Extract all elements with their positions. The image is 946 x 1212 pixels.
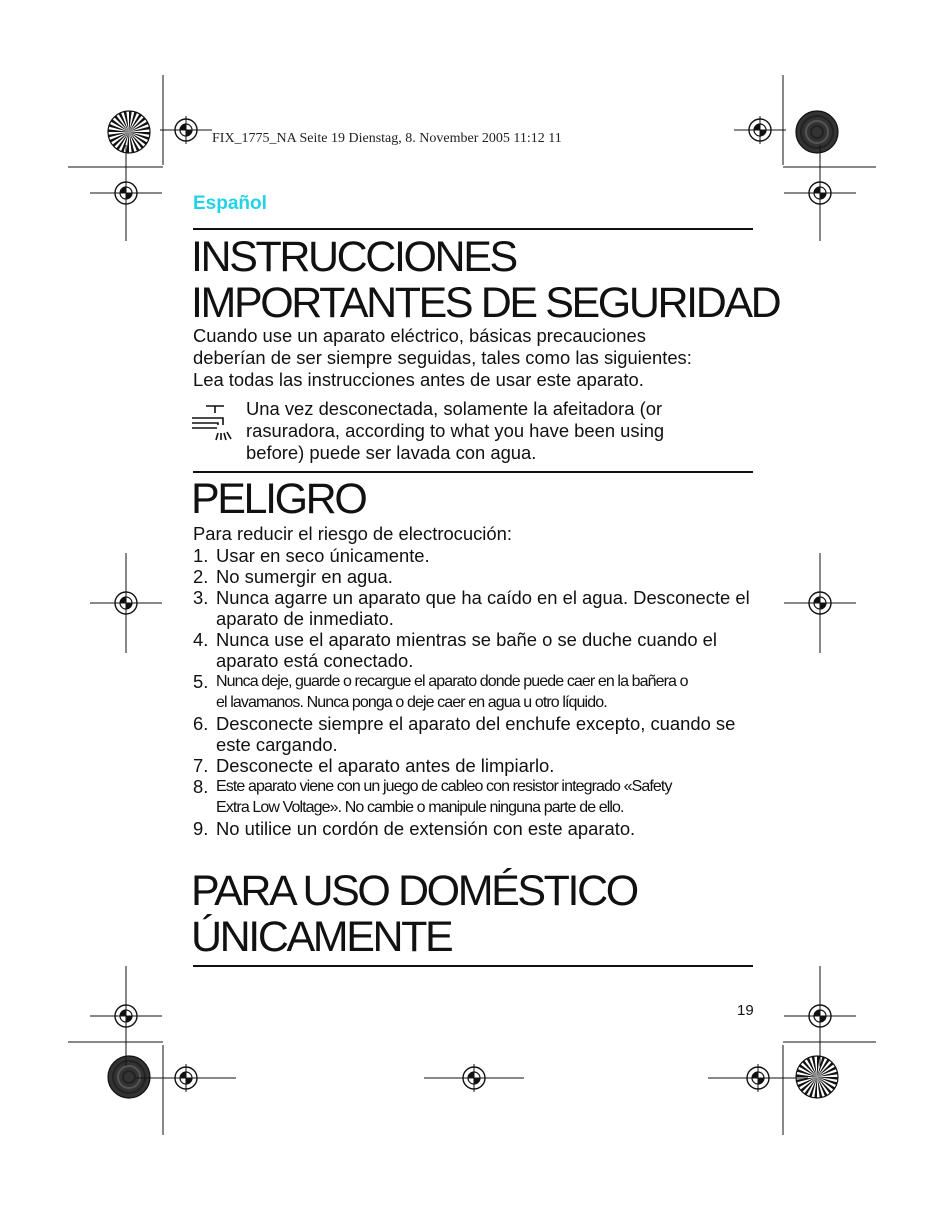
list-item-number: 1. — [193, 545, 209, 566]
danger-intro-line: Para reducir el riesgo de electrocución: — [193, 523, 512, 544]
danger-intro — [193, 523, 512, 545]
list-item-text: aparato está conectado. — [216, 650, 414, 671]
starburst-mark — [108, 111, 150, 153]
danger-list-item — [193, 629, 763, 671]
page-number: 19 — [737, 1002, 754, 1019]
language-label: Español — [193, 193, 267, 214]
list-item-text: el lavamanos. Nunca ponga o deje caer en agua u otro líquido. — [216, 694, 607, 711]
danger-list-item — [193, 587, 763, 629]
danger-list-item — [193, 776, 763, 818]
danger-list-item — [193, 818, 763, 839]
danger-list-item — [193, 545, 763, 566]
list-item-text: Desconecte el aparato antes de limpiarlo. — [216, 755, 555, 776]
list-item-number: 3. — [193, 587, 209, 608]
washing-note-line: Una vez desconectada, solamente la afeitadora (or — [246, 398, 663, 419]
household-title — [191, 868, 637, 960]
danger-list — [193, 545, 763, 839]
safety-intro-line: Lea todas las instrucciones antes de usar este aparato. — [193, 369, 644, 390]
household-title-line: ÚNICAMENTE — [191, 913, 452, 961]
list-item-text: aparato de inmediato. — [216, 608, 394, 629]
household-title-line: PARA USO DOMÉSTICO — [191, 867, 637, 915]
list-item-number: 4. — [193, 629, 209, 650]
list-item-number: 2. — [193, 566, 209, 587]
list-item-text: Nunca agarre un aparato que ha caído en el agua. Desconecte el — [216, 587, 750, 608]
danger-list-item — [193, 566, 763, 587]
safety-intro-line: Cuando use un aparato eléctrico, básicas precauciones — [193, 325, 646, 346]
safety-intro — [193, 325, 692, 391]
divider-danger — [193, 471, 753, 473]
safety-intro-line: deberían de ser siempre seguidas, tales como las siguientes: — [193, 347, 692, 368]
list-item-text: No utilice un cordón de extensión con este aparato. — [216, 818, 636, 839]
safety-title-line: INSTRUCCIONES — [191, 233, 516, 281]
list-item-text: No sumergir en agua. — [216, 566, 393, 587]
washing-note-line: rasuradora, according to what you have been using — [246, 420, 665, 441]
registration-disc-mark — [108, 1056, 150, 1098]
list-item-text: Desconecte siempre el aparato del enchufe excepto, cuando se — [216, 713, 736, 734]
washing-note — [246, 398, 664, 464]
list-item-number: 6. — [193, 713, 209, 734]
registration-disc-mark — [796, 111, 838, 153]
list-item-text: este cargando. — [216, 734, 338, 755]
list-item-text: Extra Low Voltage». No cambie o manipule ninguna parte de ello. — [216, 799, 624, 816]
divider-top — [193, 228, 753, 230]
print-header: FIX_1775_NA Seite 19 Dienstag, 8. November 2005 11:12 11 — [212, 131, 562, 146]
danger-title: PELIGRO — [191, 475, 366, 523]
danger-list-item — [193, 713, 763, 755]
starburst-mark — [796, 1056, 838, 1098]
list-item-number: 7. — [193, 755, 209, 776]
safety-title-line: IMPORTANTES DE SEGURIDAD — [191, 279, 780, 327]
divider-bottom — [193, 965, 753, 967]
safety-title — [191, 234, 779, 326]
danger-list-item — [193, 671, 763, 713]
water-tap-icon — [190, 404, 234, 442]
list-item-number: 9. — [193, 818, 209, 839]
list-item-text: Usar en seco únicamente. — [216, 545, 430, 566]
list-item-number: 5. — [193, 671, 209, 692]
list-item-number: 8. — [193, 776, 209, 797]
list-item-text: Este aparato viene con un juego de cableo con resistor integrado «Safety — [216, 778, 672, 795]
list-item-text: Nunca use el aparato mientras se bañe o se duche cuando el — [216, 629, 717, 650]
list-item-text: Nunca deje, guarde o recargue el aparato donde puede caer en la bañera o — [216, 673, 688, 690]
washing-note-line: before) puede ser lavada con agua. — [246, 442, 537, 463]
danger-list-item — [193, 755, 763, 776]
